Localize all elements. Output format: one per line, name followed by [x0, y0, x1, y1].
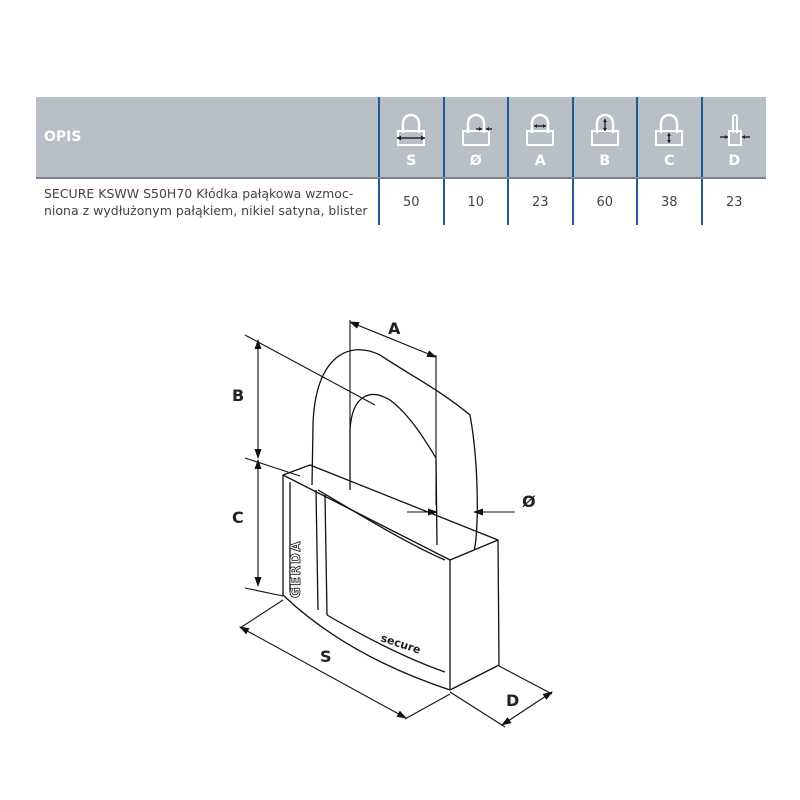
description-line-2: niona z wydłużonym pałąkiem, nikiel satyna, blister	[44, 203, 368, 218]
label-b: B	[232, 386, 245, 405]
column-letter-c: C	[664, 153, 675, 169]
value-s: 50	[379, 178, 444, 225]
value-c: 38	[637, 178, 702, 225]
column-d	[702, 97, 767, 178]
label-s: S	[320, 647, 332, 666]
dimension-b-extension-top	[245, 335, 375, 405]
dimension-d-extension-left	[450, 692, 505, 727]
brand-logo-text: GERDA	[289, 540, 304, 598]
column-letter-diameter: Ø	[469, 153, 482, 169]
column-letter-d: D	[728, 153, 741, 169]
dimension-s-extension-right	[405, 694, 450, 719]
column-letter-b: B	[599, 153, 611, 169]
dimension-b-extension-bottom	[245, 458, 300, 476]
column-letter-a: A	[534, 153, 546, 169]
product-description	[36, 178, 379, 225]
label-d: D	[506, 691, 520, 710]
value-a: 23	[508, 178, 573, 225]
label-a: A	[388, 319, 401, 338]
column-diameter	[444, 97, 509, 178]
dimension-lines	[240, 320, 552, 727]
padlock-body-height-icon	[649, 111, 689, 149]
value-diameter: 10	[444, 178, 509, 225]
value-d: 23	[702, 178, 767, 225]
column-b	[573, 97, 638, 178]
description-line-1: SECURE KSWW S50H70 Kłódka pałąkowa wzmoc-	[44, 186, 354, 201]
value-b: 60	[573, 178, 638, 225]
table-header-row	[36, 97, 766, 178]
column-letter-s: S	[406, 153, 417, 169]
padlock-shackle-height-icon	[585, 111, 625, 149]
padlock-dimension-drawing	[0, 300, 800, 800]
column-a	[508, 97, 573, 178]
table-row	[36, 178, 766, 225]
column-c	[637, 97, 702, 178]
dimension-c-extension-bottom	[245, 588, 283, 596]
description-header: OPIS	[36, 97, 379, 178]
padlock-width-icon	[391, 111, 431, 149]
dimension-s-extension-left	[240, 600, 283, 628]
spec-table	[36, 97, 766, 225]
column-s	[379, 97, 444, 178]
label-diameter: Ø	[522, 492, 536, 511]
model-logo-text: secure	[379, 631, 423, 657]
dimension-d-extension-right	[499, 666, 552, 694]
padlock-shackle-diameter-icon	[456, 111, 496, 149]
label-c: C	[232, 508, 244, 527]
padlock-shackle-inner-width-icon	[520, 111, 560, 149]
padlock-depth-icon	[714, 111, 754, 149]
